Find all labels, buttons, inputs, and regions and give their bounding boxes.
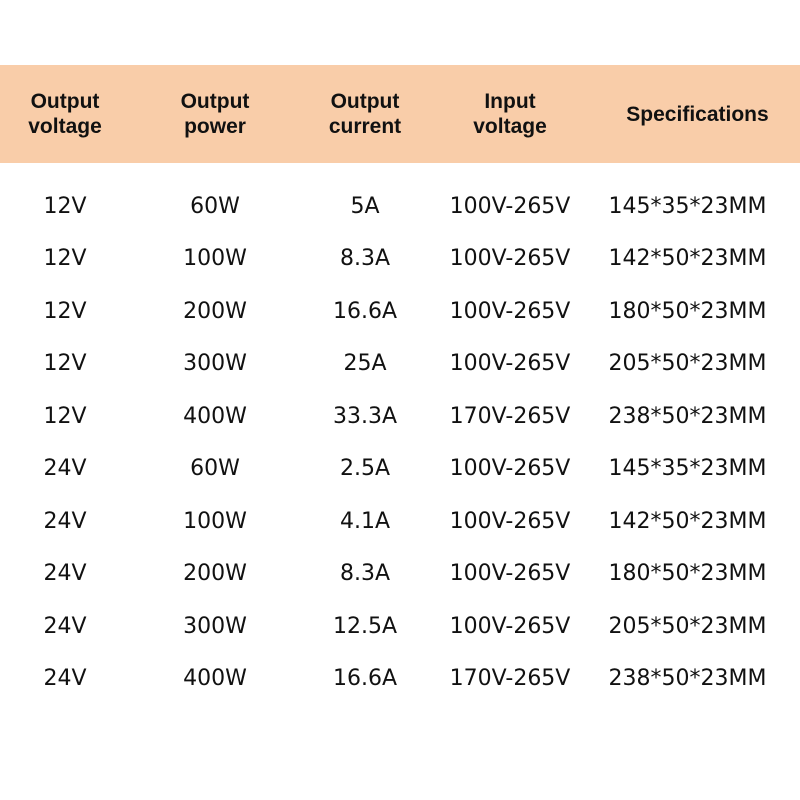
cell-output-voltage: 24V (43, 613, 87, 639)
table-row (0, 495, 800, 548)
table-row (0, 180, 800, 233)
cell-output-voltage: 24V (43, 561, 87, 587)
cell-output-power: 200W (183, 298, 247, 324)
cell-input-voltage: 170V-265V (449, 403, 571, 429)
cell-output-voltage: 12V (43, 351, 87, 377)
cell-output-voltage: 12V (43, 246, 87, 272)
table-row (0, 338, 800, 391)
header-output-voltage: Output voltage (28, 90, 102, 138)
cell-output-voltage: 12V (43, 298, 87, 324)
cell-output-power: 300W (183, 351, 247, 377)
cell-output-power: 100W (183, 508, 247, 534)
cell-specifications: 145*35*23MM (608, 193, 767, 219)
header-output-power: Output power (180, 90, 250, 138)
cell-output-current: 16.6A (332, 666, 398, 692)
cell-specifications: 238*50*23MM (608, 666, 767, 692)
cell-specifications: 205*50*23MM (608, 613, 767, 639)
cell-specifications: 205*50*23MM (608, 351, 767, 377)
table-row (0, 233, 800, 286)
table-row (0, 548, 800, 601)
cell-specifications: 180*50*23MM (608, 298, 767, 324)
cell-output-power: 60W (190, 456, 240, 482)
cell-input-voltage: 170V-265V (449, 666, 571, 692)
table-row (0, 653, 800, 706)
cell-input-voltage: 100V-265V (449, 193, 571, 219)
table-body (0, 180, 800, 705)
cell-output-power: 400W (183, 666, 247, 692)
cell-specifications: 145*35*23MM (608, 456, 767, 482)
header-input-voltage: Input voltage (473, 90, 547, 138)
header-output-current: Output current (328, 90, 402, 138)
cell-specifications: 142*50*23MM (608, 508, 767, 534)
cell-input-voltage: 100V-265V (449, 508, 571, 534)
cell-output-current: 12.5A (332, 613, 398, 639)
cell-input-voltage: 100V-265V (449, 351, 571, 377)
cell-output-power: 60W (190, 193, 240, 219)
table-row (0, 443, 800, 496)
cell-output-power: 200W (183, 561, 247, 587)
cell-input-voltage: 100V-265V (449, 613, 571, 639)
cell-output-current: 5A (350, 193, 380, 219)
cell-input-voltage: 100V-265V (449, 456, 571, 482)
cell-output-current: 8.3A (339, 246, 391, 272)
cell-output-voltage: 12V (43, 193, 87, 219)
cell-output-power: 400W (183, 403, 247, 429)
cell-output-voltage: 12V (43, 403, 87, 429)
cell-output-power: 100W (183, 246, 247, 272)
table-row (0, 390, 800, 443)
cell-input-voltage: 100V-265V (449, 246, 571, 272)
cell-output-power: 300W (183, 613, 247, 639)
cell-output-current: 33.3A (332, 403, 398, 429)
header-specifications: Specifications (626, 102, 769, 126)
table-row (0, 600, 800, 653)
cell-output-current: 16.6A (332, 298, 398, 324)
cell-output-current: 4.1A (339, 508, 391, 534)
table-header (0, 65, 800, 163)
cell-specifications: 238*50*23MM (608, 403, 767, 429)
cell-output-current: 25A (343, 351, 387, 377)
cell-output-voltage: 24V (43, 508, 87, 534)
cell-input-voltage: 100V-265V (449, 561, 571, 587)
cell-output-current: 8.3A (339, 561, 391, 587)
cell-output-voltage: 24V (43, 456, 87, 482)
cell-specifications: 180*50*23MM (608, 561, 767, 587)
cell-output-current: 2.5A (339, 456, 391, 482)
cell-specifications: 142*50*23MM (608, 246, 767, 272)
cell-output-voltage: 24V (43, 666, 87, 692)
table-row (0, 285, 800, 338)
cell-input-voltage: 100V-265V (449, 298, 571, 324)
